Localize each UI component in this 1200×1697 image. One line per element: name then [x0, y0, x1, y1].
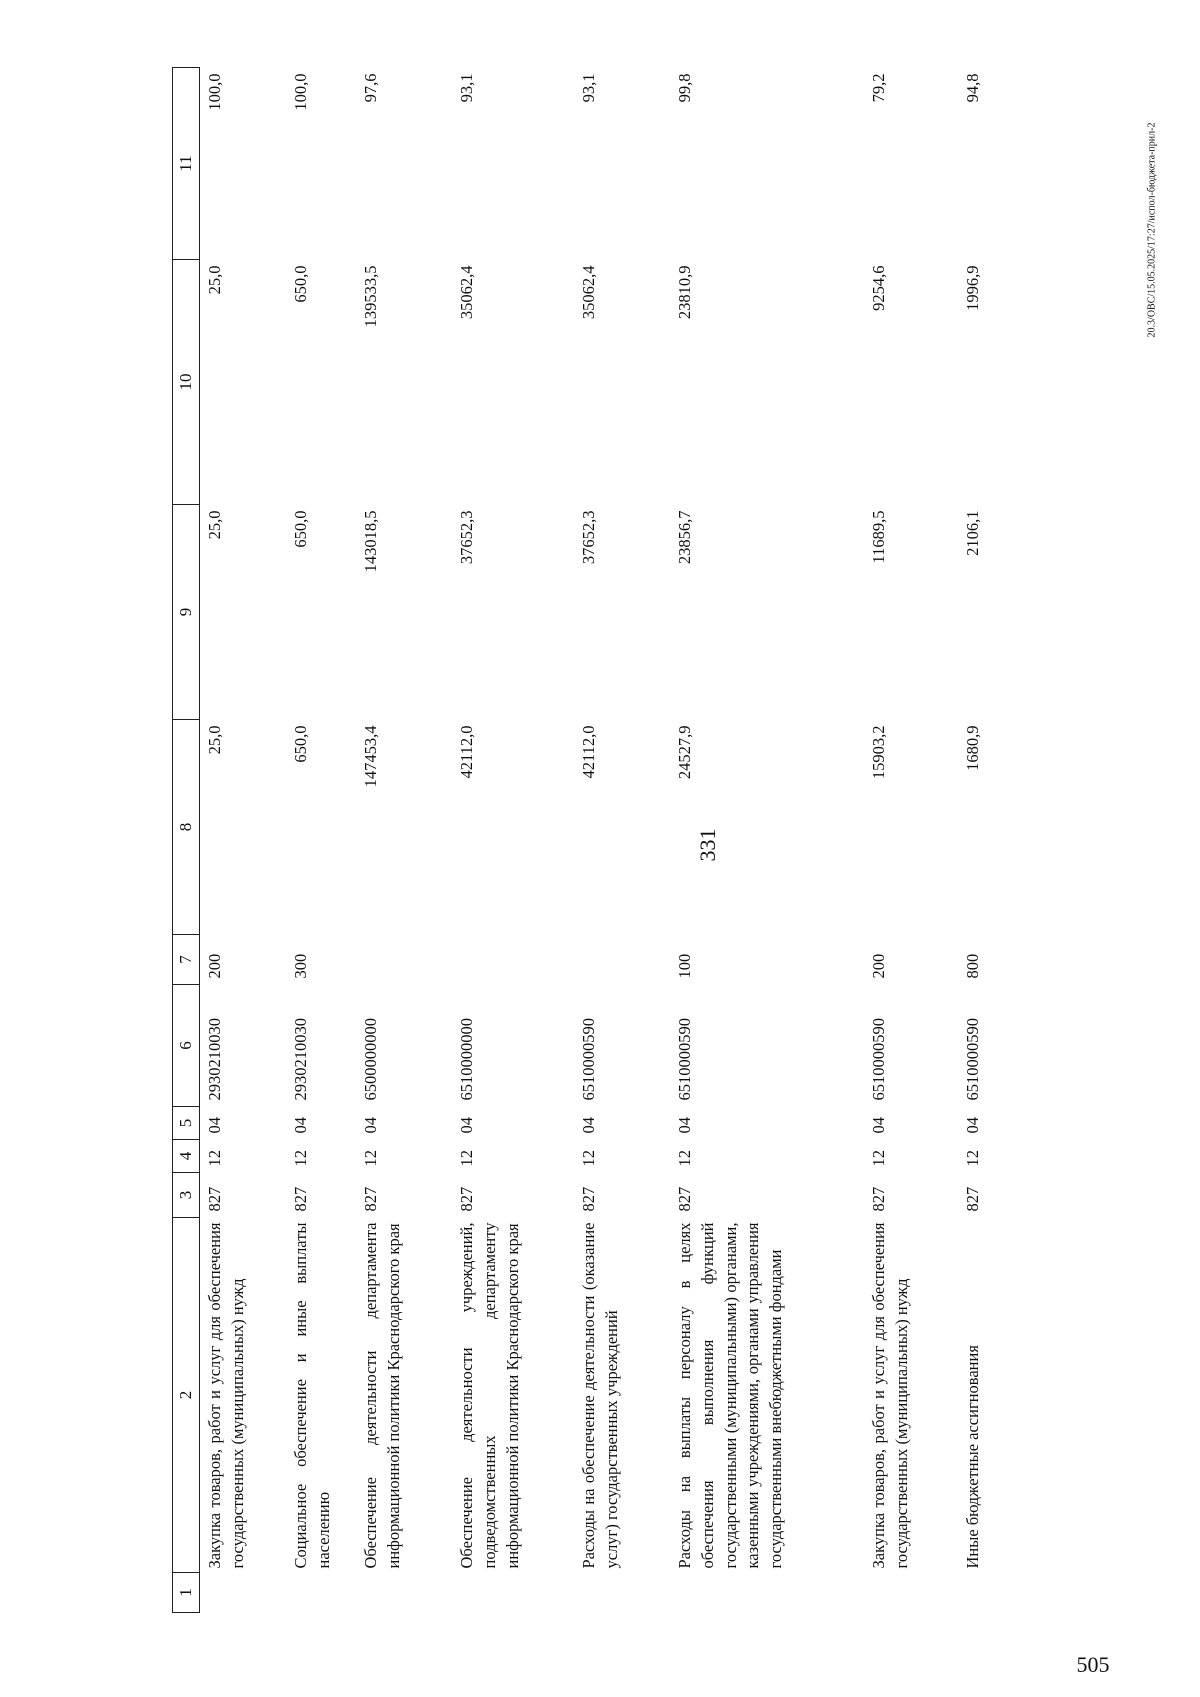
- cell-expense-type: [356, 935, 452, 985]
- cell-subsection: 04: [361, 1117, 380, 1134]
- cell-expense-type: 200: [869, 953, 888, 979]
- cell-percent: 93,1: [457, 73, 476, 103]
- column-header: 4: [173, 1140, 200, 1173]
- cell-target: 6500000000: [361, 1018, 380, 1101]
- table-row: [958, 68, 1002, 1613]
- cell-target: 6510000590: [869, 1018, 888, 1101]
- column-header: 11: [173, 68, 200, 260]
- cell-ministry: 827: [291, 1186, 310, 1212]
- cell-value-9: 25,0: [205, 510, 224, 540]
- cell-value-9: 37652,3: [457, 510, 476, 565]
- cell-percent: 99,8: [675, 73, 694, 103]
- column-header: 8: [173, 720, 200, 935]
- table-header-row: [173, 68, 200, 1613]
- cell-target: 2930210030: [291, 1018, 310, 1101]
- cell-value-9: 2106,1: [963, 510, 982, 556]
- cell-section: 12: [963, 1150, 982, 1167]
- cell-subsection: 04: [963, 1117, 982, 1134]
- row-name: Закупка товаров, работ и услуг для обеспечения государственных (муниципальных) нужд: [869, 1222, 911, 1569]
- row-name: Обеспечение деятельности департамента информационной политики Краснодарского края: [361, 1222, 403, 1569]
- cell-percent: 100,0: [291, 73, 310, 111]
- cell-expense-type: [452, 935, 574, 985]
- cell-subsection: 04: [869, 1117, 888, 1134]
- row-name: Обеспечение деятельности учреждений, подведомственных департаменту информационной политики Краснодарского края: [457, 1222, 522, 1569]
- page-number: 331: [695, 828, 720, 862]
- cell-value-10: 1996,9: [963, 265, 982, 311]
- row-name: Социальное обеспечение и иные выплаты населению: [291, 1222, 333, 1569]
- cell-target: 6510000590: [675, 1018, 694, 1101]
- cell-expense-type: 200: [205, 953, 224, 979]
- cell-subsection: 04: [579, 1117, 598, 1134]
- column-header: 3: [173, 1173, 200, 1218]
- column-header: 9: [173, 505, 200, 720]
- table-row: [286, 68, 356, 1613]
- cell-value-8: 42112,0: [457, 725, 476, 779]
- cell-percent: 97,6: [361, 73, 380, 103]
- budget-table: [172, 67, 1002, 1613]
- budget-table-rotated: [172, 68, 1022, 1613]
- cell-section: 12: [457, 1150, 476, 1167]
- cell-value-8: 15903,2: [869, 725, 888, 780]
- cell-value-10: 650,0: [291, 265, 310, 303]
- cell-value-9: 11689,5: [869, 510, 888, 564]
- cell-value-10: 35062,4: [579, 265, 598, 320]
- cell-target: 2930210030: [205, 1018, 224, 1101]
- cell-value-8: 147453,4: [361, 725, 380, 788]
- table-row: [356, 68, 452, 1613]
- cell-value-8: 650,0: [291, 725, 310, 763]
- row-name: Иные бюджетные ассигнования: [963, 1345, 982, 1569]
- cell-value-10: 35062,4: [457, 265, 476, 320]
- cell-subsection: 04: [457, 1117, 476, 1134]
- cell-percent: 93,1: [579, 73, 598, 103]
- cell-ministry: 827: [675, 1186, 694, 1212]
- cell-percent: 100,0: [205, 73, 224, 111]
- document-code: 20.3/ОВС/15.05.2025/17:27/испол-бюджета-прил-2: [1146, 122, 1158, 338]
- row-name: Расходы на обеспечение деятельности (оказание услуг) государственных учреждений: [579, 1222, 621, 1569]
- column-header: 1: [173, 1573, 200, 1613]
- cell-ministry: 827: [205, 1186, 224, 1212]
- cell-ministry: 827: [869, 1186, 888, 1212]
- cell-value-8: 24527,9: [675, 725, 694, 780]
- cell-section: 12: [675, 1150, 694, 1167]
- column-header: 2: [173, 1218, 200, 1573]
- cell-ministry: 827: [579, 1186, 598, 1212]
- cell-value-9: 37652,3: [579, 510, 598, 565]
- cell-value-9: 23856,7: [675, 510, 694, 565]
- cell-expense-type: [574, 935, 670, 985]
- cell-value-9: 650,0: [291, 510, 310, 548]
- cell-section: 12: [869, 1150, 888, 1167]
- cell-percent: 79,2: [869, 73, 888, 103]
- cell-section: 12: [579, 1150, 598, 1167]
- cell-section: 12: [361, 1150, 380, 1167]
- table-row: [200, 68, 287, 1613]
- cell-subsection: 04: [205, 1117, 224, 1134]
- cell-value-9: 143018,5: [361, 510, 380, 573]
- cell-subsection: 04: [291, 1117, 310, 1134]
- table-row: [670, 68, 864, 1613]
- row-name: Расходы на выплаты персоналу в целях обеспечения выполнения функций государственными (муниципальными) органами, казенными учреждениями, органами управления государственными внебюджетными фондами: [675, 1222, 786, 1569]
- cell-expense-type: 300: [291, 953, 310, 979]
- cell-value-8: 25,0: [205, 725, 224, 755]
- cell-value-8: 1680,9: [963, 725, 982, 771]
- cell-target: 6510000590: [963, 1018, 982, 1101]
- column-header: 7: [173, 935, 200, 985]
- cell-expense-type: 100: [675, 953, 694, 979]
- cell-percent: 94,8: [963, 73, 982, 103]
- cell-ministry: 827: [361, 1186, 380, 1212]
- row-name: Закупка товаров, работ и услуг для обеспечения государственных (муниципальных) нужд: [205, 1222, 247, 1569]
- table-row: [574, 68, 670, 1613]
- cell-section: 12: [205, 1150, 224, 1167]
- cell-subsection: 04: [675, 1117, 694, 1134]
- cell-ministry: 827: [963, 1186, 982, 1212]
- cell-section: 12: [291, 1150, 310, 1167]
- cell-ministry: 827: [457, 1186, 476, 1212]
- cell-value-10: 23810,9: [675, 265, 694, 320]
- sheet-number: 505: [1076, 1652, 1110, 1677]
- cell-value-10: 25,0: [205, 265, 224, 295]
- column-header: 6: [173, 985, 200, 1107]
- cell-value-8: 42112,0: [579, 725, 598, 779]
- cell-target: 6510000590: [579, 1018, 598, 1101]
- column-header: 10: [173, 260, 200, 505]
- cell-value-10: 139533,5: [361, 265, 380, 328]
- table-row: [864, 68, 958, 1613]
- column-header: 5: [173, 1107, 200, 1140]
- cell-target: 6510000000: [457, 1018, 476, 1101]
- cell-value-10: 9254,6: [869, 265, 888, 311]
- table-row: [452, 68, 574, 1613]
- cell-expense-type: 800: [963, 953, 982, 979]
